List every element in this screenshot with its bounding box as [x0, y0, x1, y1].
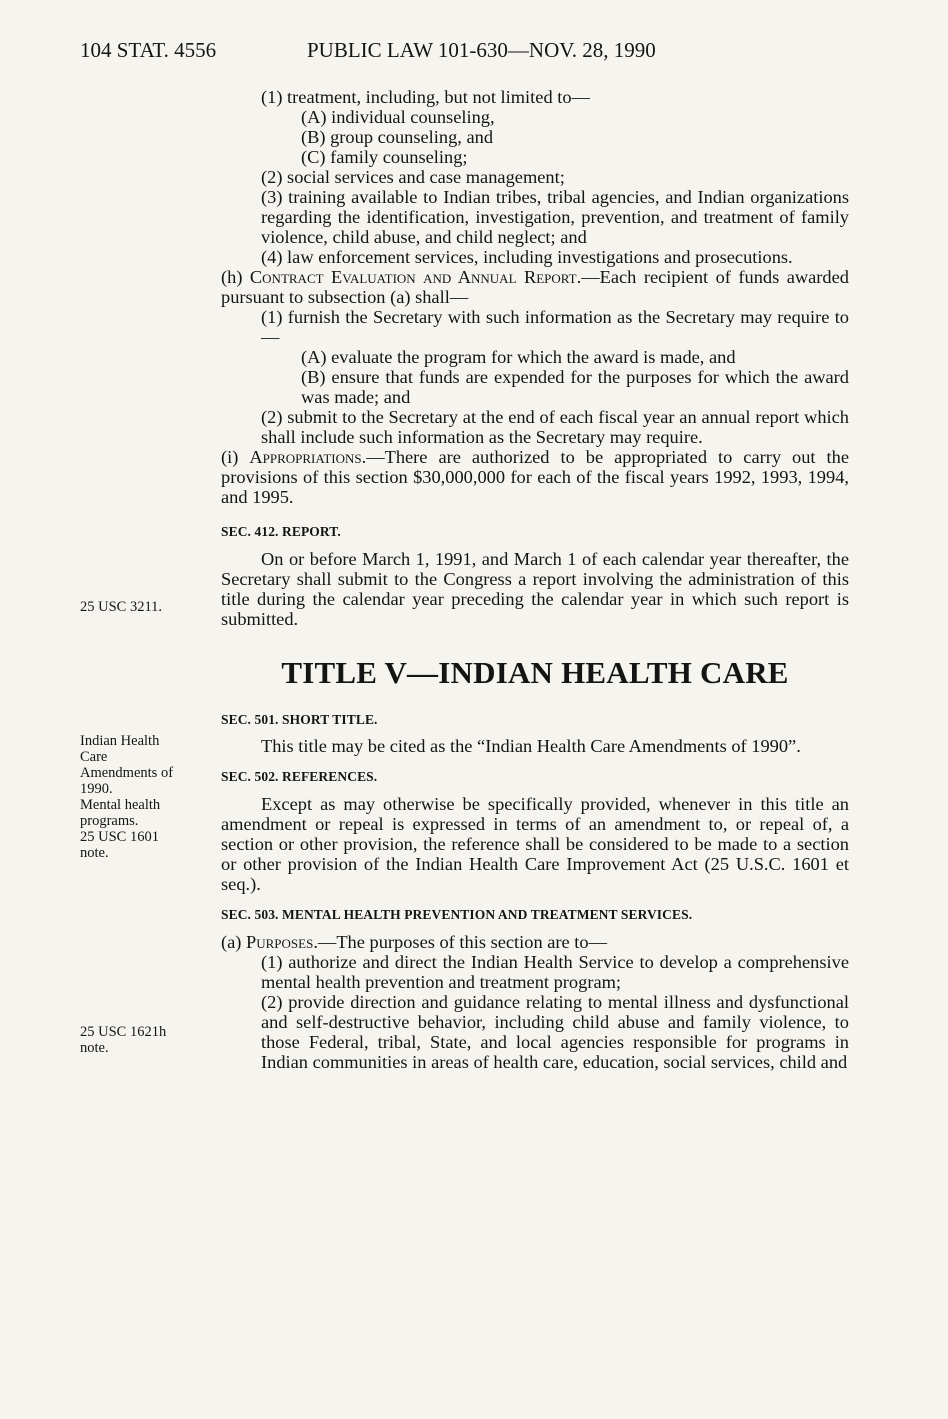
paragraph-h2: (2) submit to the Secretary at the end of each fiscal year an annual report which shall include such information as the Secretary may require.	[261, 407, 849, 447]
title-v-heading: TITLE V—INDIAN HEALTH CARE	[281, 655, 789, 690]
subparagraph-1a: (A) individual counseling,	[301, 107, 495, 127]
subparagraph-h1a: (A) evaluate the program for which the award is made, and	[301, 347, 736, 367]
paragraph-4: (4) law enforcement services, including investigations and prosecutions.	[261, 247, 793, 267]
subsection-label: (i)	[221, 447, 250, 467]
paragraph-h1: (1) furnish the Secretary with such information as the Secretary may require to—	[261, 307, 849, 347]
margin-note-line: 25 USC 1621h	[80, 1024, 167, 1040]
paragraph-3: (3) training available to Indian tribes, tribal agencies, and Indian organizations regarding the identification, investigation, prevention, and treatment of family violence, child abuse, and child neglect; and	[261, 187, 849, 247]
subsection-text: —There are authorized to be appropriated to carry out the provisions of this section $30,000,000 for each of the fiscal years 1992, 1993, 1994, and 1995.	[221, 447, 849, 507]
subsection-heading: Contract Evaluation and Annual Report.	[249, 267, 582, 287]
margin-note-line: Care	[80, 749, 108, 765]
subparagraph-h1b: (B) ensure that funds are expended for the purposes for which the award was made; and	[301, 367, 849, 407]
subsection-label: (a)	[221, 932, 247, 952]
margin-note-line: programs.	[80, 813, 139, 829]
subsection-heading: Purposes.	[246, 932, 318, 952]
margin-note-line: 1990.	[80, 781, 113, 797]
subsection-h	[221, 267, 849, 307]
subsection-a	[221, 932, 849, 952]
section-501-text: This title may be cited as the “Indian Health Care Amendments of 1990”.	[261, 736, 801, 756]
statute-page-number: 104 STAT. 4556	[80, 38, 217, 62]
subsection-label: (h)	[221, 267, 250, 287]
margin-note-line: Indian Health	[80, 733, 160, 749]
margin-note-usc-1621h	[80, 1024, 166, 1056]
margin-note-indian-health-care	[80, 733, 173, 861]
public-law-citation: PUBLIC LAW 101-630—NOV. 28, 1990	[307, 38, 656, 62]
section-502-heading: SEC. 502. REFERENCES.	[221, 769, 378, 784]
subsection-text: —The purposes of this section are to—	[317, 932, 607, 952]
paragraph-1: (1) treatment, including, but not limited to—	[261, 87, 590, 107]
paragraph-a2: (2) provide direction and guidance relating to mental illness and dysfunctional and self-destructive behavior, including child abuse and family violence, to those Federal, tribal, State, and local agencies responsible for programs in Indian communities in areas of health care, education, social services, child and	[261, 992, 849, 1072]
main-text	[221, 87, 849, 1072]
section-501-heading: SEC. 501. SHORT TITLE.	[221, 712, 378, 727]
subparagraph-1c: (C) family counseling;	[301, 147, 468, 167]
paragraph-a1: (1) authorize and direct the Indian Health Service to develop a comprehensive mental health prevention and treatment program;	[261, 952, 849, 992]
margin-note-line: note.	[80, 1040, 109, 1056]
paragraph-2: (2) social services and case management;	[261, 167, 565, 187]
margin-note-usc-3211: 25 USC 3211.	[80, 599, 163, 615]
page-header	[80, 38, 860, 68]
margin-note-line: Mental health	[80, 797, 161, 813]
section-502-text: Except as may otherwise be specifically provided, whenever in this title an amendment or repeal is expressed in terms of an amendment to, or repeal of, a section or other provision, the reference shall be considered to be made to a section or other provision of the Indian Health Care Improvement Act (25 U.S.C. 1601 et seq.).	[221, 794, 849, 894]
subparagraph-1b: (B) group counseling, and	[301, 127, 494, 147]
subsection-text: —Each recipient of funds awarded pursuant to subsection (a) shall—	[221, 267, 849, 307]
section-503-heading: SEC. 503. MENTAL HEALTH PREVENTION AND TREATMENT SERVICES.	[221, 907, 693, 922]
section-412-heading: SEC. 412. REPORT.	[221, 524, 341, 539]
margin-note-line: note.	[80, 845, 109, 861]
section-412-text: On or before March 1, 1991, and March 1 of each calendar year thereafter, the Secretary shall submit to the Congress a report involving the administration of this title during the calendar year preceding the calendar year in which such report is submitted.	[221, 549, 849, 629]
subsection-i	[221, 447, 849, 507]
margin-note-line: Amendments of	[80, 765, 174, 781]
margin-note-line: 25 USC 1601	[80, 829, 159, 845]
subsection-heading: Appropriations.	[249, 447, 367, 467]
